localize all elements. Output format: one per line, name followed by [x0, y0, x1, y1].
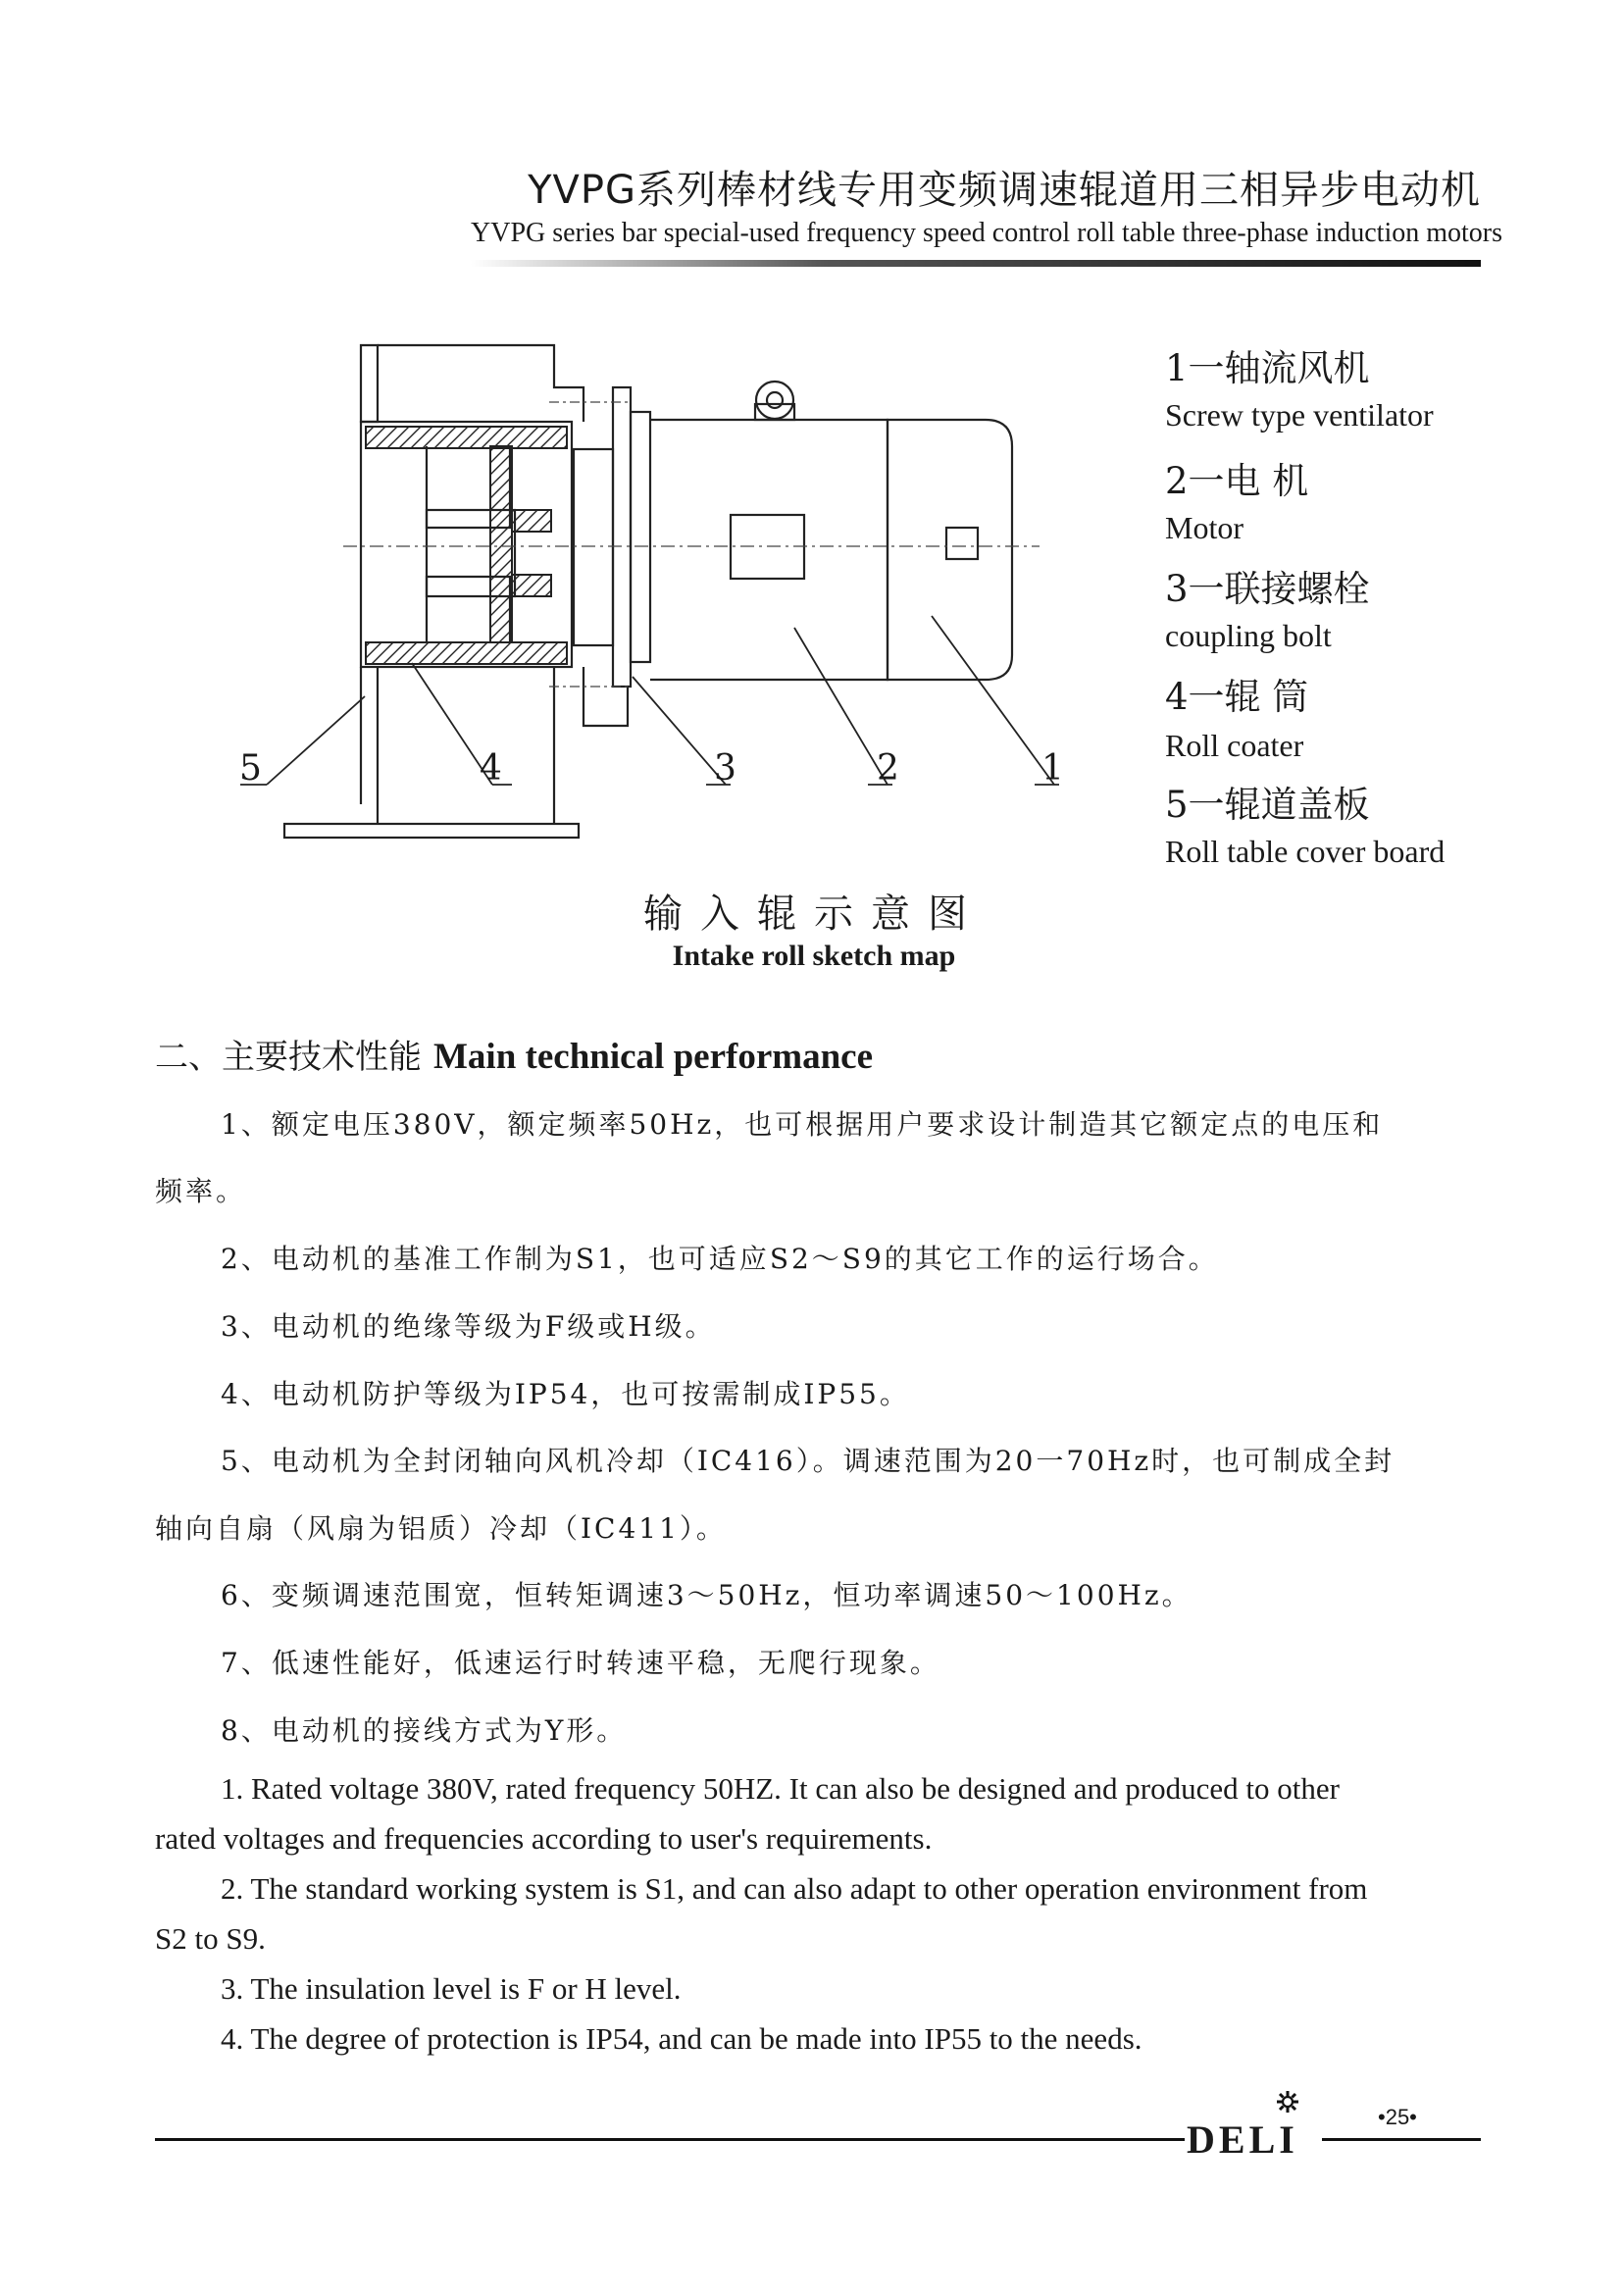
en-line-1: 1. Rated voltage 380V, rated frequency 50HZ. It can also be designed and produced to other [221, 1771, 1340, 1806]
legend-item-2 [1165, 451, 1308, 504]
footer-rule-right [1322, 2138, 1481, 2141]
header-title-cn: YVPG系列棒材线专用变频调速辊道用三相异步电动机 [528, 168, 1481, 213]
en-line-5: 3. The insulation level is F or H level. [221, 1971, 682, 2006]
legend-cn: 3一联接螺栓 [1165, 568, 1370, 610]
en-line-4: S2 to S9. [155, 1921, 266, 1956]
diagram-caption-cn: 输入辊示意图 [643, 892, 985, 937]
cn-line-7: 轴向自扇（风扇为铝质）冷却（IC411）。 [155, 1512, 727, 1545]
legend-cn: 1一轴流风机 [1165, 347, 1370, 389]
legend-cn: 4一辊 筒 [1165, 676, 1309, 718]
cn-line-6: 5、电动机为全封闭轴向风机冷却（IC416）。调速范围为20一70Hz时，也可制成全封 [221, 1445, 1396, 1477]
legend-en: coupling bolt [1165, 618, 1332, 653]
cn-line-8: 6、变频调速范围宽，恒转矩调速3～50Hz，恒功率调速50～100Hz。 [221, 1579, 1193, 1611]
legend-item-2-en [1165, 510, 1243, 546]
callout-4: 4 [480, 748, 502, 789]
en-line-3: 2. The standard working system is S1, and can also adapt to other operation environment from [221, 1871, 1368, 1906]
legend-item-4-en [1165, 728, 1303, 764]
legend-item-3-en [1165, 618, 1332, 654]
footer-rule-left [155, 2138, 1185, 2141]
legend-item-5-en [1165, 834, 1445, 870]
cn-line-9: 7、低速性能好，低速运行时转速平稳，无爬行现象。 [221, 1647, 940, 1679]
logo-gear-icon [1275, 2089, 1300, 2115]
legend-item-3 [1165, 559, 1370, 612]
company-logo: DELI [1187, 2117, 1298, 2162]
cn-line-10: 8、电动机的接线方式为Y形。 [221, 1714, 628, 1747]
cn-line-5: 4、电动机防护等级为IP54，也可按需制成IP55。 [221, 1378, 910, 1410]
cn-line-4: 3、电动机的绝缘等级为F级或H级。 [221, 1310, 716, 1343]
cn-line-3: 2、电动机的基准工作制为S1，也可适应S2～S9的其它工作的运行场合。 [221, 1243, 1219, 1275]
legend-en: Roll table cover board [1165, 834, 1446, 869]
legend-item-5 [1165, 775, 1370, 828]
callout-2: 2 [877, 748, 899, 789]
callout-3: 3 [714, 748, 736, 789]
header-title-en: YVPG series bar special-used frequency speed control roll table three-phase induction motors [471, 218, 1502, 248]
section-title [155, 1030, 873, 1078]
legend-cn: 5一辊道盖板 [1165, 784, 1370, 826]
legend-item-1-en [1165, 397, 1434, 433]
section-title-en: Main technical performance [433, 1037, 873, 1077]
cn-line-1: 1、额定电压380V，额定频率50Hz，也可根据用户要求设计制造其它额定点的电压和 [221, 1108, 1384, 1141]
legend-item-4 [1165, 667, 1308, 720]
callout-1: 1 [1041, 748, 1064, 789]
en-line-6: 4. The degree of protection is IP54, and can be made into IP55 to the needs. [221, 2021, 1142, 2056]
cn-line-2: 频率。 [155, 1175, 247, 1207]
page-number: •25• [1378, 2105, 1417, 2129]
legend-en: Screw type ventilator [1165, 397, 1434, 433]
legend-item-1 [1165, 338, 1370, 391]
en-line-2: rated voltages and frequencies according to user's requirements. [155, 1821, 933, 1856]
legend-en: Motor [1165, 510, 1243, 545]
section-title-cn: 二、主要技术性能 [155, 1038, 422, 1077]
legend-cn: 2一电 机 [1165, 460, 1309, 502]
legend-en: Roll coater [1165, 728, 1304, 763]
diagram-caption-en: Intake roll sketch map [672, 940, 956, 972]
callout-5: 5 [239, 748, 262, 789]
